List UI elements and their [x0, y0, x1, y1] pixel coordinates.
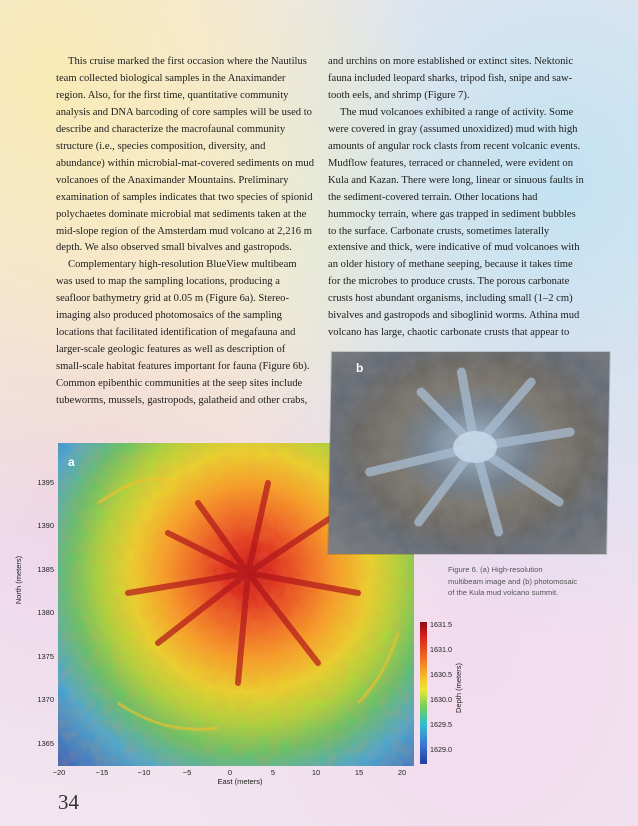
x-axis-label: East (meters)	[217, 777, 263, 786]
seafloor-photomosaic	[328, 352, 610, 554]
paragraph: Complementary high-resolution BlueView multibeam was used to map the sampling locations, producing a seafloor bathymetry grid at 0.05 m (Figure 6a). Stereo-imaging also produced photomosaics of the sampling locations that facilitated identification of megafauna and larger-scale geologic features as well as description of small-scale habitat features important for fauna (Figure 6b). Common epibenthic communities at the seep sites include tubeworms, mussels, gastropods, galatheid and other crabs,	[56, 259, 310, 407]
left-text-column	[56, 54, 314, 410]
panel-b-label: b	[356, 361, 364, 375]
x-tick-label: 0	[227, 768, 233, 777]
y-tick-label: 1385	[37, 565, 54, 574]
x-tick-label: 5	[270, 768, 276, 777]
colorbar-tick-label: 1631.5	[430, 620, 452, 629]
x-tick-label: −20	[52, 768, 66, 777]
colorbar-tick-label: 1629.5	[430, 720, 452, 729]
x-tick-label: 20	[397, 768, 407, 777]
colorbar-tick-label: 1630.0	[430, 695, 452, 704]
y-tick-label: 1375	[37, 652, 54, 661]
x-tick-label: −10	[137, 768, 151, 777]
y-tick-label: 1380	[37, 608, 54, 617]
y-tick-label: 1395	[37, 478, 54, 487]
y-tick-label: 1390	[37, 521, 54, 530]
x-tick-label: −15	[95, 768, 109, 777]
figure-caption: Figure 6. (a) High-resolution multibeam image and (b) photomosaic of the Kula mud volcano summit.	[448, 565, 578, 598]
y-axis-label: North (meters)	[14, 555, 23, 605]
colorbar-tick-label: 1630.5	[430, 670, 452, 679]
paragraph: This cruise marked the first occasion where the Nautilus team collected biological samples in the Anaximander region. Also, for the first time, quantitative community analysis and DNA barcoding of core samples will be used to describe and characterize the macrofaunal community structure (i.e., species composition, diversity, and abundance) within microbial-mat-covered sediments on mud volcanoes of the Anaximander Mountains. Preliminary examination of samples indicates that two species of spionid polychaetes dominate microbial mat sediments taken at the mid-slope region of the Amsterdam mud volcano at 2,216 m depth. We also observed small bivalves and gastropods.	[56, 56, 314, 254]
y-tick-label: 1365	[37, 739, 54, 748]
panel-a-label: a	[68, 455, 75, 469]
colorbar-axis-label: Depth (meters)	[454, 663, 463, 714]
page-number: 34	[58, 790, 79, 814]
paragraph: The mud volcanoes exhibited a range of activity. Some were covered in gray (assumed unoxidized) mud with high amounts of angular rock clasts from recent volcanic events. Mudflow features, terraced or channeled, were evident on Kula and Kazan. There were long, linear or sinuous faults in the sediment-covered terrain. Other locations had hummocky terrain, where gas trapped in sediment bubbles to the surface. Carbonate crusts, sometimes laterally extensive and thick, were indicative of mud volcanoes with an older history of methane seeping, because it takes time for the microbes to produce crusts. The porous carbonate crusts host abundant organisms, including small (1–2 cm) bivalves and gastropods and siboglinid worms. Athina mud volcano has large, chaotic carbonate crusts that appear to	[328, 106, 584, 339]
colorbar-tick-label: 1631.0	[430, 645, 452, 654]
photomosaic-texture	[328, 352, 610, 554]
x-tick-label: 10	[311, 768, 321, 777]
colorbar-tick-label: 1629.0	[430, 745, 452, 754]
y-tick-label: 1370	[37, 695, 54, 704]
paragraph: and urchins on more established or extinct sites. Nektonic fauna included leopard sharks, tripod fish, snipe and saw-tooth eels, and shrimp (Figure 7).	[328, 56, 574, 101]
right-text-column	[328, 54, 586, 342]
x-tick-label: 15	[354, 768, 364, 777]
x-tick-label: −5	[182, 768, 192, 777]
depth-colorbar	[420, 622, 427, 764]
